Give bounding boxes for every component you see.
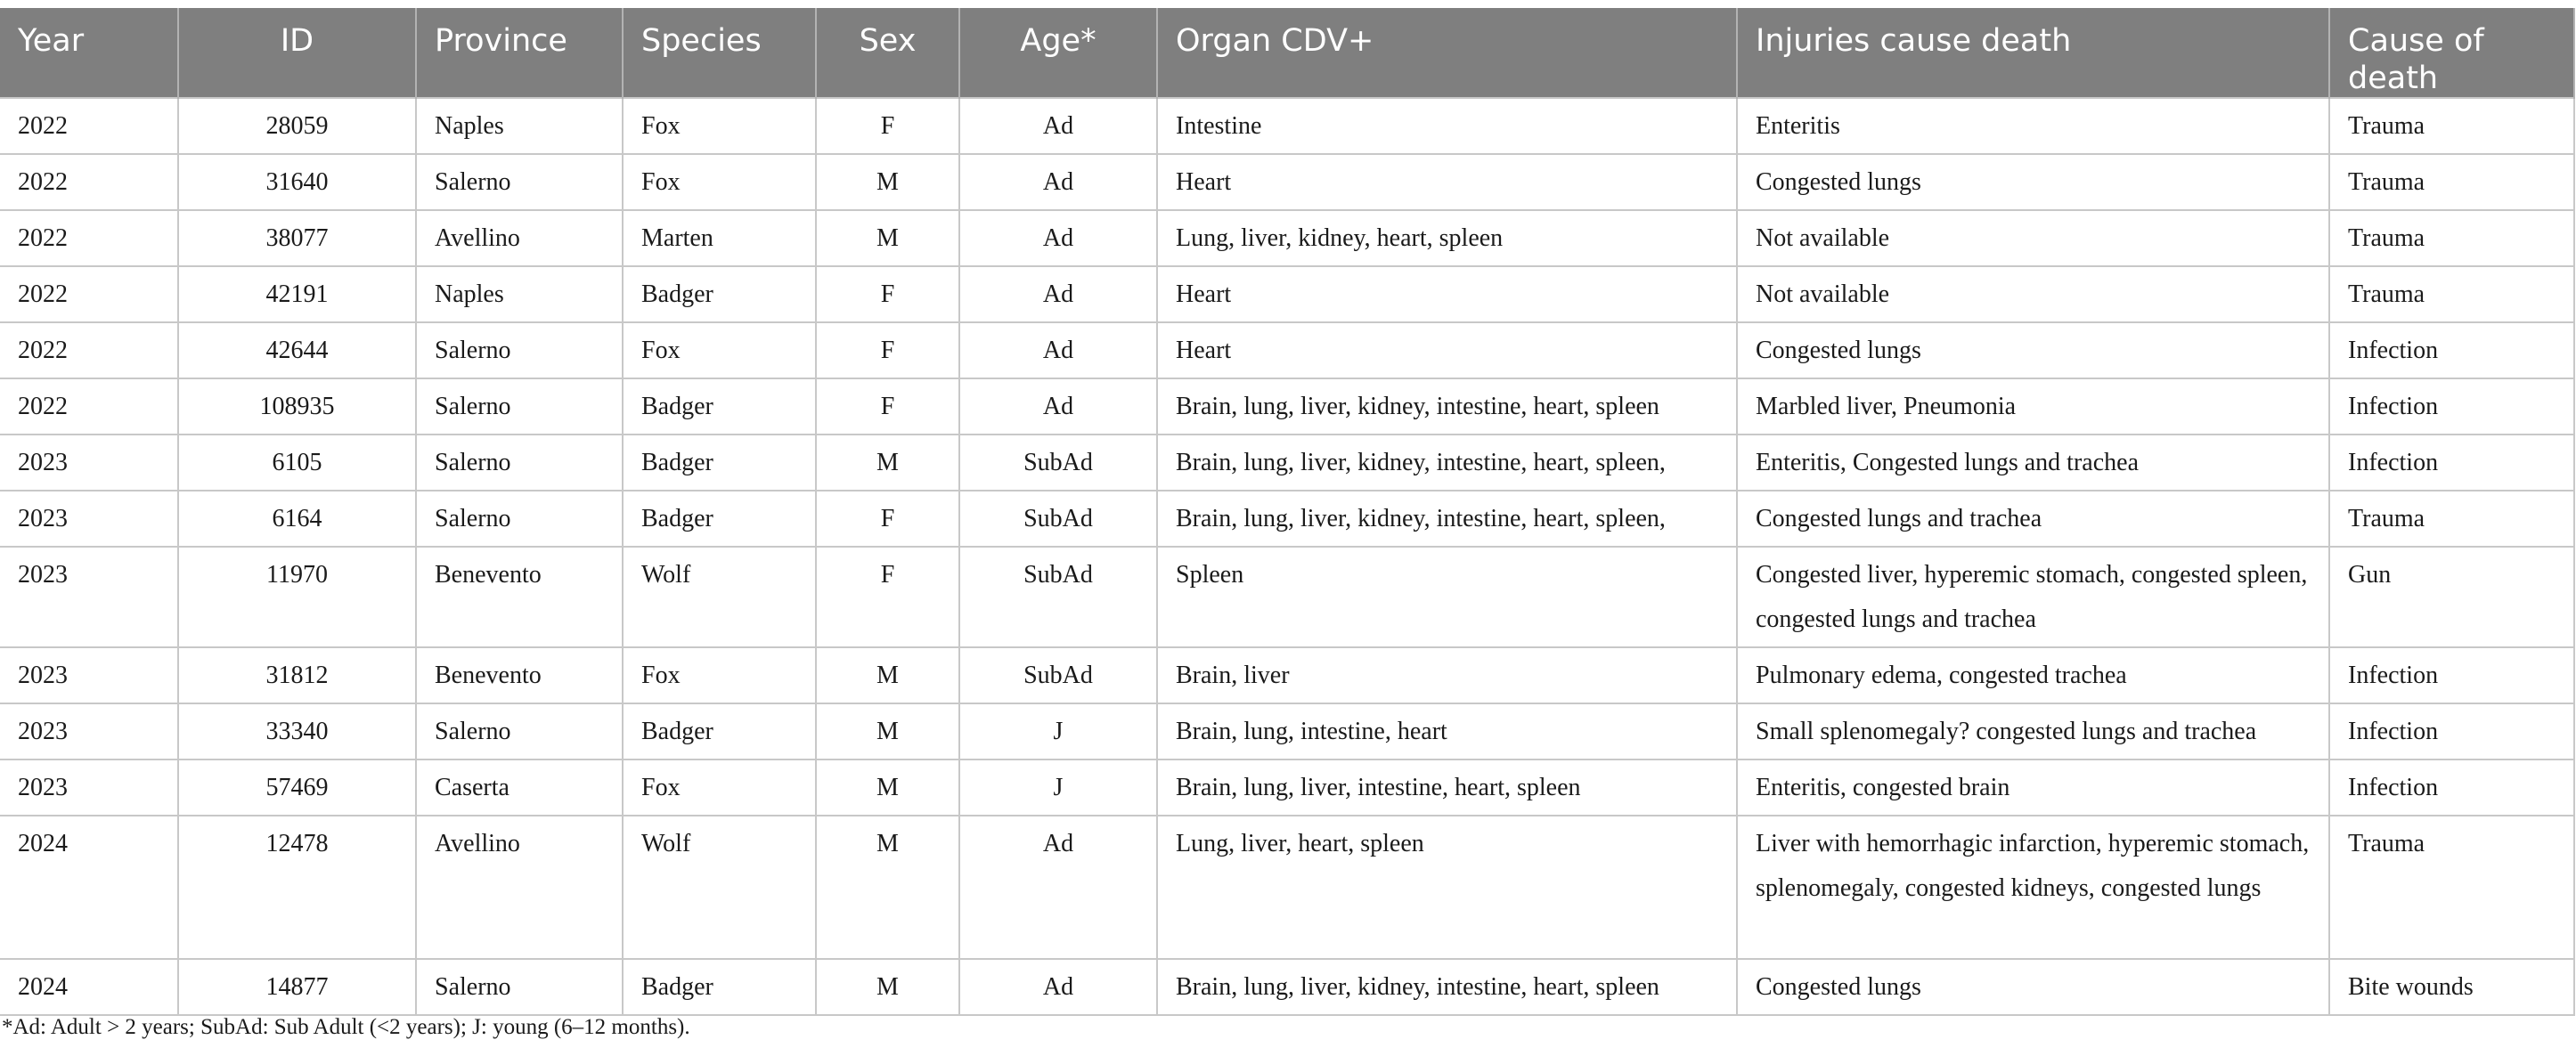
table-footnote: *Ad: Adult > 2 years; SubAd: Sub Adult (<2 years); J: young (6–12 months).: [2, 1015, 690, 1039]
cell-injuries: Enteritis, congested brain: [1737, 760, 2329, 816]
cell-injuries: Enteritis, Congested lungs and trachea: [1737, 435, 2329, 491]
cell-cause-of-death: Infection: [2329, 435, 2574, 491]
table-row: [0, 154, 2574, 210]
cell-species: Fox: [623, 98, 816, 154]
cell-id: 57469: [178, 760, 416, 816]
table-row: [0, 266, 2574, 322]
cell-province: Salerno: [416, 154, 623, 210]
cell-species: Badger: [623, 266, 816, 322]
cell-age: SubAd: [959, 491, 1157, 547]
header-injuries: Injuries cause death: [1737, 8, 2329, 98]
cell-sex: M: [816, 959, 959, 1015]
cell-organ-cdv: Brain, lung, liver, kidney, intestine, heart, spleen: [1157, 959, 1737, 1015]
cell-year: 2023: [0, 491, 178, 547]
cell-year: 2023: [0, 435, 178, 491]
cell-province: Salerno: [416, 703, 623, 760]
cell-id: 12478: [178, 816, 416, 959]
cell-organ-cdv: Brain, liver: [1157, 647, 1737, 703]
cell-organ-cdv: Heart: [1157, 266, 1737, 322]
cell-injuries: Not available: [1737, 266, 2329, 322]
cell-province: Benevento: [416, 547, 623, 647]
cell-year: 2022: [0, 98, 178, 154]
cell-id: 42644: [178, 322, 416, 378]
cell-sex: F: [816, 378, 959, 435]
header-species: Species: [623, 8, 816, 98]
cell-cause-of-death: Infection: [2329, 647, 2574, 703]
cell-province: Avellino: [416, 816, 623, 959]
cell-age: Ad: [959, 210, 1157, 266]
cell-province: Salerno: [416, 322, 623, 378]
cell-species: Fox: [623, 154, 816, 210]
cell-sex: M: [816, 816, 959, 959]
cell-species: Wolf: [623, 547, 816, 647]
cell-id: 108935: [178, 378, 416, 435]
data-table-container: [0, 8, 2574, 1016]
cell-species: Fox: [623, 647, 816, 703]
cell-organ-cdv: Brain, lung, liver, intestine, heart, spleen: [1157, 760, 1737, 816]
table-row: [0, 210, 2574, 266]
cell-cause-of-death: Bite wounds: [2329, 959, 2574, 1015]
cell-cause-of-death: Trauma: [2329, 210, 2574, 266]
cell-cause-of-death: Trauma: [2329, 266, 2574, 322]
cell-province: Avellino: [416, 210, 623, 266]
cell-sex: M: [816, 154, 959, 210]
cell-injuries: Congested liver, hyperemic stomach, congested spleen, congested lungs and trachea: [1737, 547, 2329, 647]
cell-cause-of-death: Trauma: [2329, 154, 2574, 210]
cell-species: Badger: [623, 959, 816, 1015]
table-row: [0, 435, 2574, 491]
cell-cause-of-death: Trauma: [2329, 491, 2574, 547]
cell-organ-cdv: Heart: [1157, 154, 1737, 210]
cell-sex: M: [816, 435, 959, 491]
cell-organ-cdv: Brain, lung, intestine, heart: [1157, 703, 1737, 760]
cell-injuries: Congested lungs: [1737, 322, 2329, 378]
cell-injuries: Congested lungs and trachea: [1737, 491, 2329, 547]
cell-id: 6164: [178, 491, 416, 547]
cell-cause-of-death: Gun: [2329, 547, 2574, 647]
cell-sex: M: [816, 760, 959, 816]
cell-year: 2024: [0, 816, 178, 959]
table-row: [0, 547, 2574, 647]
cell-organ-cdv: Lung, liver, heart, spleen: [1157, 816, 1737, 959]
cell-cause-of-death: Trauma: [2329, 816, 2574, 959]
cell-cause-of-death: Infection: [2329, 760, 2574, 816]
cell-year: 2024: [0, 959, 178, 1015]
cell-injuries: Small splenomegaly? congested lungs and trachea: [1737, 703, 2329, 760]
cell-organ-cdv: Heart: [1157, 322, 1737, 378]
cell-age: J: [959, 703, 1157, 760]
cell-province: Naples: [416, 266, 623, 322]
cell-id: 31812: [178, 647, 416, 703]
cell-cause-of-death: Trauma: [2329, 98, 2574, 154]
cell-species: Fox: [623, 760, 816, 816]
header-id: ID: [178, 8, 416, 98]
cell-province: Salerno: [416, 959, 623, 1015]
cell-cause-of-death: Infection: [2329, 703, 2574, 760]
cell-age: SubAd: [959, 435, 1157, 491]
table-row: [0, 98, 2574, 154]
cell-year: 2022: [0, 322, 178, 378]
table-row: [0, 647, 2574, 703]
cell-id: 38077: [178, 210, 416, 266]
header-organ-cdv: Organ CDV+: [1157, 8, 1737, 98]
cell-year: 2023: [0, 760, 178, 816]
cell-year: 2023: [0, 647, 178, 703]
cdv-cases-table: [0, 8, 2575, 1016]
header-year: Year: [0, 8, 178, 98]
header-sex: Sex: [816, 8, 959, 98]
cell-id: 33340: [178, 703, 416, 760]
cell-province: Salerno: [416, 491, 623, 547]
cell-id: 28059: [178, 98, 416, 154]
cell-injuries: Marbled liver, Pneumonia: [1737, 378, 2329, 435]
cell-year: 2022: [0, 378, 178, 435]
cell-injuries: Liver with hemorrhagic infarction, hyperemic stomach, splenomegaly, congested kidneys, congested lungs: [1737, 816, 2329, 959]
table-row: [0, 816, 2574, 959]
cell-id: 42191: [178, 266, 416, 322]
cell-age: SubAd: [959, 647, 1157, 703]
cell-species: Badger: [623, 491, 816, 547]
cell-id: 31640: [178, 154, 416, 210]
cell-sex: M: [816, 703, 959, 760]
cell-year: 2023: [0, 703, 178, 760]
cell-sex: F: [816, 491, 959, 547]
cell-organ-cdv: Intestine: [1157, 98, 1737, 154]
cell-species: Wolf: [623, 816, 816, 959]
cell-organ-cdv: Lung, liver, kidney, heart, spleen: [1157, 210, 1737, 266]
cell-age: Ad: [959, 959, 1157, 1015]
cell-age: Ad: [959, 378, 1157, 435]
cell-age: Ad: [959, 816, 1157, 959]
cell-species: Fox: [623, 322, 816, 378]
cell-year: 2023: [0, 547, 178, 647]
cell-age: Ad: [959, 154, 1157, 210]
cell-id: 11970: [178, 547, 416, 647]
cell-province: Salerno: [416, 435, 623, 491]
cell-sex: F: [816, 266, 959, 322]
cell-sex: F: [816, 547, 959, 647]
cell-age: Ad: [959, 98, 1157, 154]
cell-year: 2022: [0, 210, 178, 266]
cell-injuries: Not available: [1737, 210, 2329, 266]
table-row: [0, 760, 2574, 816]
table-row: [0, 322, 2574, 378]
cell-cause-of-death: Infection: [2329, 322, 2574, 378]
cell-age: J: [959, 760, 1157, 816]
cell-age: SubAd: [959, 547, 1157, 647]
cell-province: Caserta: [416, 760, 623, 816]
cell-year: 2022: [0, 266, 178, 322]
cell-injuries: Congested lungs: [1737, 154, 2329, 210]
cell-sex: F: [816, 322, 959, 378]
header-province: Province: [416, 8, 623, 98]
header-age: Age*: [959, 8, 1157, 98]
cell-injuries: Pulmonary edema, congested trachea: [1737, 647, 2329, 703]
cell-organ-cdv: Spleen: [1157, 547, 1737, 647]
cell-injuries: Congested lungs: [1737, 959, 2329, 1015]
cell-species: Badger: [623, 435, 816, 491]
cell-province: Naples: [416, 98, 623, 154]
cell-id: 14877: [178, 959, 416, 1015]
header-row: [0, 8, 2574, 98]
cell-id: 6105: [178, 435, 416, 491]
cell-species: Badger: [623, 703, 816, 760]
cell-species: Badger: [623, 378, 816, 435]
cell-sex: M: [816, 210, 959, 266]
cell-organ-cdv: Brain, lung, liver, kidney, intestine, heart, spleen,: [1157, 435, 1737, 491]
header-cause-of-death: Cause of death: [2329, 8, 2574, 98]
cell-province: Salerno: [416, 378, 623, 435]
cell-sex: F: [816, 98, 959, 154]
cell-age: Ad: [959, 322, 1157, 378]
table-row: [0, 959, 2574, 1015]
cell-year: 2022: [0, 154, 178, 210]
cell-province: Benevento: [416, 647, 623, 703]
cell-organ-cdv: Brain, lung, liver, kidney, intestine, heart, spleen,: [1157, 491, 1737, 547]
cell-sex: M: [816, 647, 959, 703]
cell-age: Ad: [959, 266, 1157, 322]
cell-organ-cdv: Brain, lung, liver, kidney, intestine, heart, spleen: [1157, 378, 1737, 435]
table-row: [0, 378, 2574, 435]
cell-injuries: Enteritis: [1737, 98, 2329, 154]
cell-cause-of-death: Infection: [2329, 378, 2574, 435]
table-row: [0, 703, 2574, 760]
cell-species: Marten: [623, 210, 816, 266]
table-body: [0, 98, 2574, 1015]
table-row: [0, 491, 2574, 547]
